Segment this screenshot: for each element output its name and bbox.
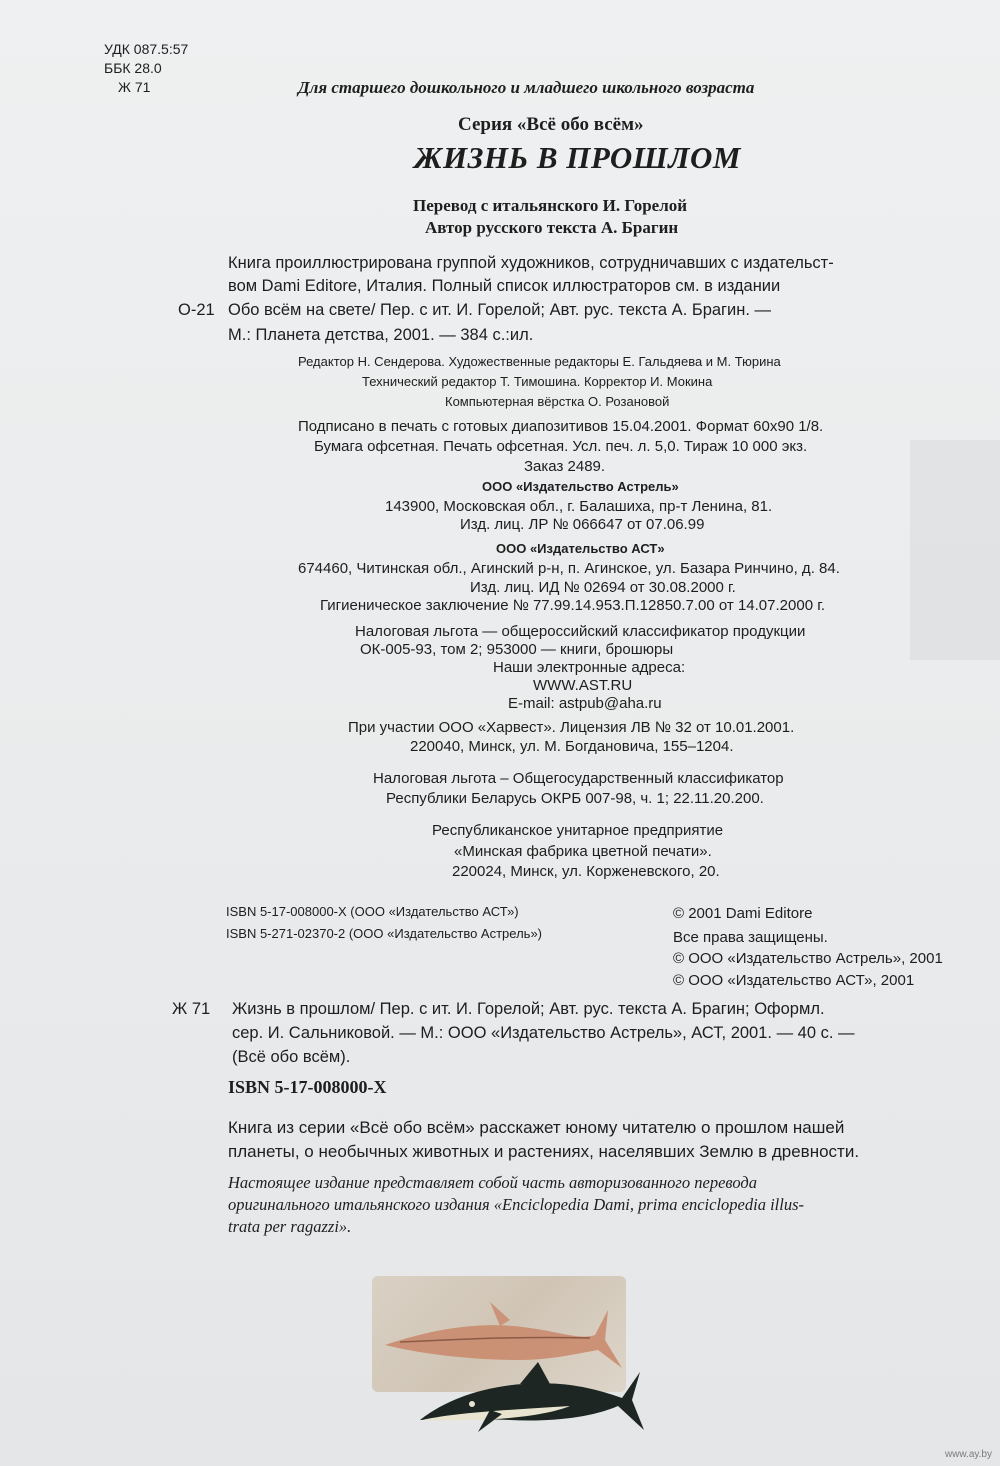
udk-code: УДК 087.5:57 — [104, 41, 189, 57]
series-line: Серия «Всё обо всём» — [458, 114, 644, 135]
website-link[interactable]: WWW.AST.RU — [533, 677, 633, 694]
annotation-line-1: Книга проиллюстрирована группой художников, сотрудничавших с издательст- — [228, 254, 834, 272]
copyright-astrel: © ООО «Издательство Астрель», 2001 — [673, 950, 943, 967]
note-line-2: оригинального итальянского издания «Enciclopedia Dami, prima enciclopedia illus- — [228, 1195, 805, 1214]
translator-line: Перевод с итальянского И. Горелой — [413, 196, 688, 215]
print-info-line-2: Бумага офсетная. Печать офсетная. Усл. печ. л. 5,0. Тираж 10 000 экз. — [314, 438, 808, 455]
author-line: Автор русского текста А. Брагин — [425, 218, 679, 237]
watermark: www.ay.by — [944, 1449, 992, 1460]
print-info-line-3: Заказ 2489. — [524, 458, 606, 475]
biblio-line-3: (Всё обо всём). — [232, 1048, 351, 1066]
biblio-line-1: Жизнь в прошлом/ Пер. с ит. И. Горелой; Авт. рус. текста А. Брагин; Оформл. — [232, 1000, 825, 1018]
copyright-ast: © ООО «Издательство АСТ», 2001 — [673, 972, 915, 989]
summary-line-1: Книга из серии «Всё обо всём» расскажет юному читателю о прошлом нашей — [228, 1118, 845, 1137]
bbk-code: ББК 28.0 — [104, 60, 162, 76]
annotation-line-4: М.: Планета детства, 2001. — 384 с.:ил. — [228, 326, 534, 344]
publisher-ast-license: Изд. лиц. ИД № 02694 от 30.08.2000 г. — [470, 579, 736, 596]
credits-line-2: Технический редактор Т. Тимошина. Корректор И. Мокина — [362, 374, 713, 389]
publisher-ast-name: ООО «Издательство АСТ» — [496, 541, 665, 556]
note-line-1: Настоящее издание представляет собой часть авторизованного перевода — [228, 1173, 757, 1192]
isbn-ast: ISBN 5-17-008000-X (ООО «Издательство АСТ») — [226, 904, 519, 919]
annotation-line-3: Обо всём на свете/ Пер. с ит. И. Горелой; Авт. рус. текста А. Брагин. — — [228, 301, 772, 319]
tax-by-line-1: Налоговая льгота – Общегосударственный классификатор — [373, 770, 784, 787]
copyright-dami: © 2001 Dami Editore — [673, 905, 813, 922]
publisher-astrel-name: ООО «Издательство Астрель» — [482, 479, 679, 494]
fossil-skeleton-image — [385, 1302, 622, 1368]
tax-line-2: ОК-005-93, том 2; 953000 — книги, брошюры — [360, 641, 674, 658]
book-title: ЖИЗНЬ В ПРОШЛОМ — [414, 140, 741, 175]
publisher-astrel-license: Изд. лиц. ЛР № 066647 от 07.06.99 — [460, 516, 705, 533]
biblio-line-2: сер. И. Сальниковой. — М.: ООО «Издательство Астрель», АСТ, 2001. — 40 с. — — [232, 1024, 855, 1042]
ichthyosaur-image — [420, 1362, 644, 1432]
printer-line-3: 220024, Минск, ул. Корженевского, 20. — [452, 863, 720, 880]
author-mark: Ж 71 — [118, 79, 151, 95]
annotation-line-2: вом Dami Editore, Италия. Полный список иллюстраторов см. в издании — [228, 277, 781, 295]
publisher-ast-hygiene: Гигиеническое заключение № 77.99.14.953.П.12850.7.00 от 14.07.2000 г. — [320, 597, 826, 614]
contacts-heading: Наши электронные адреса: — [493, 659, 686, 676]
biblio-code: Ж 71 — [172, 1000, 211, 1018]
print-info-line-1: Подписано в печать с готовых диапозитивов 15.04.2001. Формат 60x90 1/8. — [298, 418, 824, 435]
harvest-line-1: При участии ООО «Харвест». Лицензия ЛВ № 32 от 10.01.2001. — [348, 719, 795, 736]
summary-line-2: планеты, о необычных животных и растениях, населявших Землю в древности. — [228, 1142, 860, 1161]
tax-by-line-2: Республики Беларусь ОКРБ 007-98, ч. 1; 22.11.20.200. — [386, 790, 764, 807]
audience-line: Для старшего дошкольного и младшего школьного возраста — [298, 78, 755, 97]
copyright-rights: Все права защищены. — [673, 929, 828, 946]
biblio-isbn: ISBN 5-17-008000-X — [228, 1077, 387, 1097]
note-line-3: trata per ragazzi». — [228, 1217, 352, 1236]
publisher-ast-address: 674460, Читинская обл., Агинский р-н, п. Агинское, ул. Базара Ринчино, д. 84. — [298, 560, 840, 577]
harvest-line-2: 220040, Минск, ул. М. Богдановича, 155–1204. — [410, 738, 734, 755]
annotation-code: О-21 — [178, 301, 215, 319]
credits-line-1: Редактор Н. Сендерова. Художественные редакторы Е. Гальдяева и М. Тюрина — [298, 354, 781, 369]
ichthyosaur-illustration — [360, 1280, 660, 1440]
isbn-astrel: ISBN 5-271-02370-2 (ООО «Издательство Астрель») — [226, 926, 542, 941]
page-edge-shadow — [910, 440, 1000, 660]
printer-line-1: Республиканское унитарное предприятие — [432, 822, 724, 839]
tax-line-1: Налоговая льгота — общероссийский классификатор продукции — [355, 623, 806, 640]
publisher-astrel-address: 143900, Московская обл., г. Балашиха, пр-т Ленина, 81. — [385, 498, 773, 515]
credits-line-3: Компьютерная вёрстка О. Розановой — [445, 394, 670, 409]
printer-line-2: «Минская фабрика цветной печати». — [454, 843, 712, 860]
email-link[interactable]: E-mail: astpub@aha.ru — [508, 695, 662, 712]
